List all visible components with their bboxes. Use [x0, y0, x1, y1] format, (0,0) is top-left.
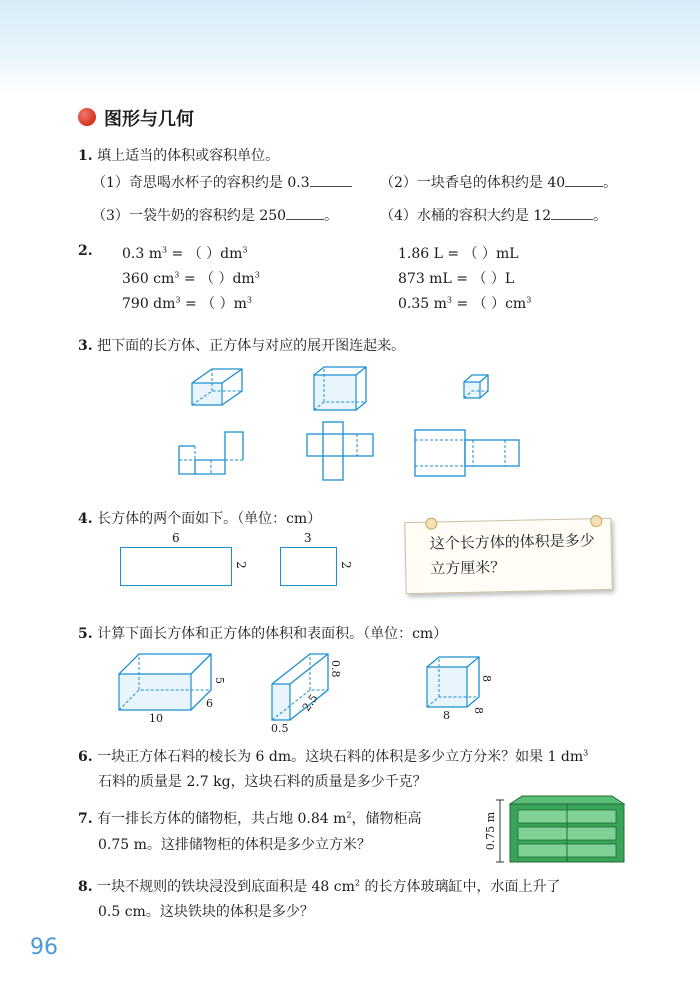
answer-blank[interactable]: [565, 186, 603, 187]
dimension-label: 10: [149, 712, 163, 725]
page-number: 96: [30, 935, 58, 960]
question-7-line-2: 0.75 m。这排储物柜的体积是多少立方米？: [98, 837, 371, 853]
q1-item-text: （3）一袋牛奶的容积约是 250: [92, 208, 287, 224]
dimension-label: 0.8: [329, 660, 342, 678]
face-rectangle-1: [120, 547, 232, 586]
cuboid-figure-2[interactable]: [312, 365, 372, 413]
dimension-label: 0.5: [271, 722, 289, 735]
exponent: 3: [583, 748, 589, 758]
question-number: 8.: [78, 879, 93, 895]
dimension-label: 6: [172, 531, 180, 545]
expr: = （ ）m: [180, 296, 247, 312]
dimension-label: 8: [443, 709, 450, 722]
question-text: 的长方体玻璃缸中，水面上升了: [360, 879, 561, 895]
question-prompt: 计算下面长方体和正方体的体积和表面积。（单位：cm）: [97, 626, 448, 642]
question-prompt: 把下面的长方体、正方体与对应的展开图连起来。: [97, 338, 406, 354]
period: 。: [603, 175, 618, 191]
question-number: 4.: [78, 511, 93, 527]
question-6-line-2: 石料的质量是 2.7 kg，这块石料的质量是多少千克？: [98, 774, 427, 790]
q2-right-2: [398, 268, 514, 288]
exponent: 3: [446, 295, 452, 305]
question-3: [78, 335, 405, 355]
dimension-label: 3: [304, 531, 312, 545]
question-text: 一块正方体石料的棱长为 6 dm。这块石料的体积是多少立方分米？如果 1 dm: [97, 749, 584, 765]
dimension-label: 2: [338, 561, 353, 569]
dimension-label: 8: [472, 707, 485, 714]
net-figure-2[interactable]: [305, 420, 377, 482]
question-5: [78, 623, 447, 643]
q2-left-2: [122, 268, 260, 288]
expr: 0.35 m: [398, 296, 447, 312]
question-6: [78, 746, 588, 766]
q1-item-4: [380, 205, 607, 225]
exponent: 3: [242, 245, 248, 255]
period: 。: [593, 208, 608, 224]
height-label: 0.75 m: [484, 811, 497, 851]
expr: 0.3 m: [122, 246, 162, 262]
question-text: ，储物柜高: [351, 811, 422, 827]
question-number: 3.: [78, 338, 93, 354]
answer-blank[interactable]: [310, 186, 352, 187]
question-8-line-2: 0.5 cm。这块铁块的体积是多少？: [98, 904, 314, 920]
header-band: [0, 0, 700, 95]
net-figure-3[interactable]: [413, 428, 523, 480]
expr: = （ ）dm: [179, 271, 255, 287]
question-prompt: 长方体的两个面如下。（单位：cm）: [97, 511, 322, 527]
pin-icon: [590, 515, 602, 527]
net-figure-1[interactable]: [175, 428, 250, 478]
answer-blank[interactable]: [551, 219, 593, 220]
q1-item-text: （2）一块香皂的体积约是 40: [380, 175, 566, 191]
question-1: [78, 145, 279, 165]
exponent: 2: [346, 810, 352, 820]
question-number: 2.: [78, 243, 93, 259]
cuboid-10x6x5: [115, 652, 235, 727]
exponent: 3: [174, 270, 180, 280]
q2-left-3: [122, 293, 252, 313]
storage-cabinet-figure: [484, 794, 630, 866]
note-text: 这个长方体的体积是多少立方厘米？: [429, 531, 595, 578]
question-text: 有一排长方体的储物柜，共占地 0.84 m: [97, 811, 347, 827]
dimension-label: 6: [206, 697, 213, 710]
question-text: 一块不规则的铁块浸没到底面积是 48 cm: [97, 879, 355, 895]
question-number: 6.: [78, 749, 93, 765]
dimension-label: 2.5: [299, 691, 321, 714]
cube-figure[interactable]: [462, 372, 492, 402]
q1-item-text: （4）水桶的容积大约是 12: [380, 208, 552, 224]
q1-item-text: （1）奇思喝水杯子的容积约是 0.3: [92, 175, 310, 191]
question-4: [78, 508, 321, 528]
section-bullet-icon: [78, 108, 96, 126]
dimension-label: 8: [480, 675, 493, 682]
q1-item-1: [92, 172, 352, 192]
question-number: 7.: [78, 811, 93, 827]
q2-left-1: [122, 243, 248, 263]
expr: = （ ）cm: [452, 296, 527, 312]
section-title: 图形与几何: [104, 109, 194, 130]
hint-note-card: [404, 518, 612, 594]
q1-item-3: [92, 205, 338, 225]
question-number: 5.: [78, 626, 93, 642]
pin-icon: [425, 517, 437, 529]
period: 。: [324, 208, 339, 224]
exponent: 3: [162, 245, 168, 255]
exponent: 3: [526, 295, 532, 305]
expr: 873 mL = （ ）L: [398, 271, 515, 287]
face-rectangle-2: [280, 547, 337, 586]
q2-right-1: [398, 243, 519, 263]
expr: = （ ）dm: [167, 246, 243, 262]
dimension-label: 2: [233, 561, 248, 569]
question-prompt: 填上适当的体积或容积单位。: [97, 148, 280, 164]
exponent: 3: [175, 295, 181, 305]
cuboid-0.5x2.5x0.8: [268, 652, 348, 734]
expr: 360 cm: [122, 271, 175, 287]
dimension-label: 5: [213, 677, 226, 684]
question-number: 1.: [78, 148, 93, 164]
exponent: 3: [254, 270, 260, 280]
question-7: [78, 808, 422, 828]
q2-right-3: [398, 293, 531, 313]
q1-item-2: [380, 172, 617, 192]
expr: 790 dm: [122, 296, 176, 312]
exponent: 2: [354, 878, 361, 888]
expr: 1.86 L = （ ）mL: [398, 246, 519, 262]
answer-blank[interactable]: [286, 219, 324, 220]
question-8: [78, 876, 560, 896]
exponent: 3: [246, 295, 252, 305]
cube-8x8x8: [425, 655, 500, 725]
cuboid-figure-1[interactable]: [190, 365, 250, 410]
